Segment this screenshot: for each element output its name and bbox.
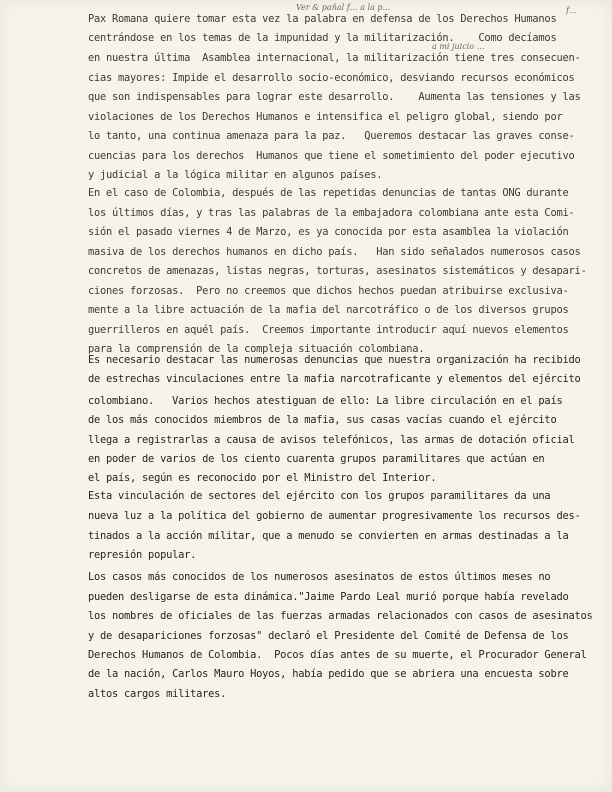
text-line: En el caso de Colombia, después de las repetidas denuncias de tantas ONG durante [88, 187, 569, 199]
text-line: los nombres de oficiales de las fuerzas armadas relacionados con casos de asesinatos [88, 610, 593, 622]
text-line: Derechos Humanos de Colombia. Pocos días antes de su muerte, el Procurador General [88, 649, 587, 661]
text-line: cias mayores: Impide el desarrollo socio-económico, desviando recursos económicos [88, 72, 575, 84]
text-line: los últimos días, y tras las palabras de la embajadora colombiana ante esta Comi- [88, 207, 575, 219]
text-line: violaciones de los Derechos Humanos e intensifica el peligro global, siendo por [88, 111, 563, 123]
text-line: de los más conocidos miembros de la mafia, sus casas vacías cuando el ejército [88, 414, 557, 426]
text-line: mente a la libre actuación de la mafia del narcotráfico o de los diversos grupos [88, 304, 569, 316]
text-line: nueva luz a la política del gobierno de aumentar progresivamente los recursos des- [88, 510, 581, 522]
text-line: masiva de los derechos humanos en dicho país. Han sido señalados numerosos casos [88, 246, 581, 258]
text-line: de estrechas vinculaciones entre la mafia narcotraficante y elementos del ejército [88, 373, 581, 385]
text-line: en nuestra última Asamblea internacional, la militarización tiene tres consecuen- [88, 52, 581, 64]
text-line: sión el pasado viernes 4 de Marzo, es ya conocida por esta asamblea la violación [88, 226, 569, 238]
handwritten-note-top: Ver & pañal f… a la p… [296, 3, 391, 12]
handwritten-note-interlinear: a mi juicio … [432, 42, 485, 51]
text-line: centrándose en los temas de la impunidad y la militarización. Como decíamos [88, 32, 557, 44]
text-line: llega a registrarlas a causa de avisos telefónicos, las armas de dotación oficial [88, 434, 575, 446]
text-line: Es necesario destacar las numerosas denuncias que nuestra organización ha recibido [88, 354, 581, 366]
text-line: que son indispensables para lograr este desarrollo. Aumenta las tensiones y las [88, 91, 581, 103]
text-line: represión popular. [88, 549, 197, 561]
text-line: de la nación, Carlos Mauro Hoyos, había pedido que se abriera una encuesta sobre [88, 668, 569, 680]
handwritten-note-corner: f… [566, 6, 577, 15]
text-line: y de desapariciones forzosas" declaró el Presidente del Comité de Defensa de los [88, 630, 569, 642]
text-line: colombiano. Varios hechos atestiguan de ello: La libre circulación en el país [88, 395, 563, 407]
text-line: Pax Romana quiere tomar esta vez la palabra en defensa de los Derechos Humanos [88, 13, 557, 25]
text-line: concretos de amenazas, listas negras, torturas, asesinatos sistemáticos y desapari- [88, 265, 587, 277]
text-line: tinados a la acción militar, que a menudo se convierten en armas destinadas a la [88, 530, 569, 542]
text-line: pueden desligarse de esta dinámica."Jaime Pardo Leal murió porque había revelado [88, 591, 569, 603]
text-line: guerrilleros en aquél país. Creemos importante introducir aquí nuevos elementos [88, 324, 569, 336]
text-line: para la comprensión de la compleja situación colombiana. [88, 343, 425, 355]
text-line: el país, según es reconocido por el Ministro del Interior. [88, 472, 437, 484]
text-line: ciones forzosas. Pero no creemos que dichos hechos puedan atribuirse exclusiva- [88, 285, 569, 297]
text-line: en poder de varios de los ciento cuarenta grupos paramilitares que actúan en [88, 453, 545, 465]
text-line: lo tanto, una continua amenaza para la paz. Queremos destacar las graves conse- [88, 130, 575, 142]
text-line: Esta vinculación de sectores del ejército con los grupos paramilitares da una [88, 490, 551, 502]
text-line: altos cargos militares. [88, 688, 227, 700]
text-line: Los casos más conocidos de los numerosos asesinatos de estos últimos meses no [88, 571, 551, 583]
text-line: y judicial a la lógica militar en algunos países. [88, 169, 383, 181]
text-line: cuencias para los derechos Humanos que tiene el sometimiento del poder ejecutivo [88, 150, 575, 162]
